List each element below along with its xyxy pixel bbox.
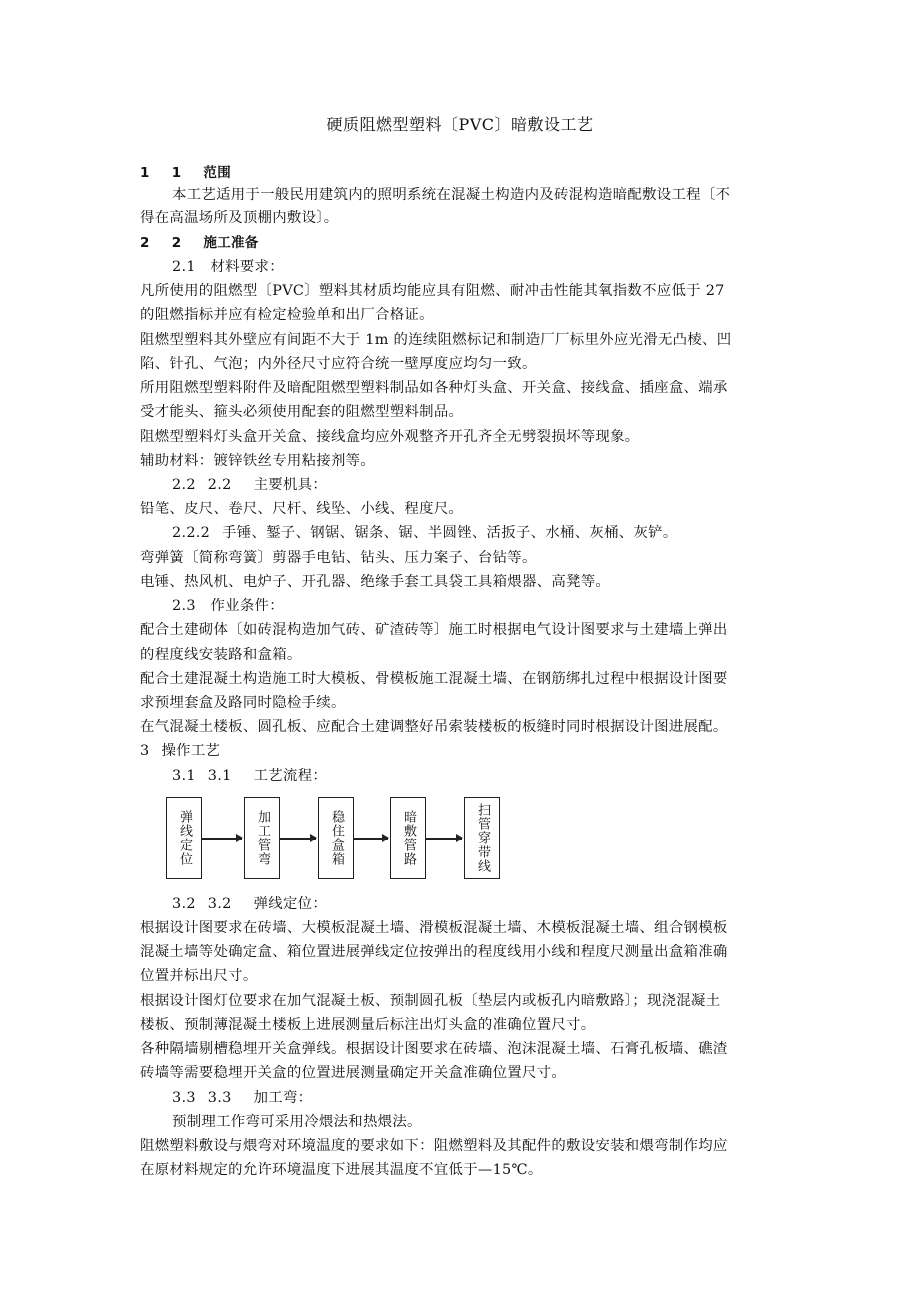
flow-step-label: 扫管穿带线 [475, 803, 490, 873]
section-number: 2.2.2 [172, 525, 211, 541]
section-label: 操作工艺 [161, 743, 221, 759]
page-title: 硬质阻燃型塑料〔PVC〕暗敷设工艺 [326, 115, 594, 134]
paragraph-line: 铅笔、皮尺、卷尺、尺杆、线坠、小线、程度尺。 [140, 501, 464, 517]
section-1-heading [140, 162, 800, 184]
paragraph-line: 阻燃型塑料其外壁应有间距不大于 1m 的连续阻燃标记和制造厂厂标里外应光滑无凸棱、凹 [140, 332, 732, 348]
flow-step-box [318, 797, 354, 879]
section-label: 加工弯： [253, 1090, 313, 1106]
paragraph-line: 得在高温场所及顶棚内敷设〕。 [140, 210, 339, 226]
section-label: 施工准备 [203, 235, 259, 251]
paragraph-line: 阻燃型塑料灯头盒开关盒、接线盒均应外观整齐开孔齐全无劈裂损坏等现象。 [140, 429, 640, 445]
flow-step-box [390, 797, 426, 879]
paragraph-line: 弯弹簧〔简称弯簧〕剪器手电钻、钻头、压力案子、台钻等。 [140, 550, 537, 566]
paragraph-line: 各种隔墙剔槽稳埋开关盒弹线。根据设计图要求在砖墙、泡沫混凝土墙、石膏孔板墙、礁渣 [140, 1041, 728, 1057]
section-number: 2 [171, 235, 182, 251]
section-number: 2.2 [207, 477, 232, 493]
flow-arrow [280, 838, 316, 840]
section-number: 1 [140, 165, 150, 181]
subsection-heading: 2.1 材料要求： [172, 259, 284, 275]
process-flow-diagram [166, 797, 506, 881]
section-number: 3.1 [172, 768, 196, 784]
paragraph-line: 的程度线安装路和盒箱。 [140, 647, 302, 663]
section-label: 范围 [203, 165, 232, 181]
paragraph-line: 在气混凝土楼板、圆孔板、应配合土建调整好吊索装楼板的板缝时同时根据设计图进展配。 [140, 719, 728, 735]
section-number: 3 [140, 743, 150, 759]
paragraph-line: 阻燃塑料敷设与煨弯对环境温度的要求如下：阻燃塑料及其配件的敷设安装和煨弯制作均应 [140, 1138, 728, 1154]
paragraph-line: 预制理工作弯可采用冷煨法和热煨法。 [172, 1114, 422, 1130]
flow-step-box [166, 797, 202, 879]
subsection-heading [172, 893, 832, 915]
paragraph-line: 陷、针孔、气泡；内外径尺寸应符合统一壁厚度应均匀一致。 [140, 356, 537, 372]
flow-arrow [426, 838, 462, 840]
paragraph-line: 位置并标出尺寸。 [140, 968, 258, 984]
flow-step-box [244, 797, 280, 879]
paragraph-line: 求预埋套盒及路同时隐检手续。 [140, 695, 346, 711]
flow-step-label: 加工管弯 [255, 810, 270, 866]
flow-step-label: 弹线定位 [177, 810, 192, 866]
paragraph-line: 凡所使用的阻燃型〔PVC〕塑料其材质均能应具有阻燃、耐冲击性能其氧指数不应低于 27 [140, 283, 725, 299]
section-number: 3.3 [172, 1090, 196, 1106]
subsection-heading [172, 1087, 832, 1109]
flow-step-label: 暗敷管路 [401, 810, 416, 866]
paragraph-line: 混凝土墙等处确定盒、箱位置进展弹线定位按弹出的程度线用小线和程度尺测量出盒箱准确 [140, 944, 728, 960]
section-2-heading [140, 232, 800, 254]
subsection-line [172, 522, 832, 544]
section-label: 主要机具： [253, 477, 328, 493]
paragraph-line: 根据设计图要求在砖墙、大模板混凝土墙、滑模板混凝土墙、木模板混凝土墙、组合钢模板 [140, 920, 728, 936]
paragraph-line: 配合土建混凝土构造施工时大模板、骨模板施工混凝土墙、在钢筋绑扎过程中根据设计图要 [140, 671, 728, 687]
paragraph-line: 本工艺适用于一般民用建筑内的照明系统在混凝土构造内及砖混构造暗配敷设工程〔不 [172, 187, 731, 203]
paragraph-line: 电锤、热风机、电炉子、开孔器、绝缘手套工具袋工具箱煨器、高凳等。 [140, 574, 611, 590]
section-3-heading [140, 740, 800, 762]
paragraph-line: 的阻燃指标并应有检定检验单和出厂合格证。 [140, 307, 434, 323]
flow-step-box [464, 797, 500, 879]
paragraph-line: 在原材料规定的允许环境温度下进展其温度不宜低于—15℃。 [140, 1162, 543, 1178]
paragraph-line: 配合土建砌体〔如砖混构造加气砖、矿渣砖等〕施工时根据电气设计图要求与土建墙上弹出 [140, 622, 728, 638]
flow-arrow [202, 838, 242, 840]
section-number: 3.2 [207, 896, 232, 912]
paragraph-line: 砖墙等需要稳埋开关盒的位置进展测量确定开关盒准确位置尺寸。 [140, 1065, 567, 1081]
subsection-heading [172, 474, 832, 496]
section-number: 1 [171, 165, 182, 181]
paragraph-line: 根据设计图灯位要求在加气混凝土板、预制圆孔板〔垫层内或板孔内暗敷路〕；现浇混凝土 [140, 993, 721, 1009]
subsection-heading [172, 765, 832, 787]
paragraph-line: 楼板、预制薄混凝土楼板上进展测量后标注出灯头盒的准确位置尺寸。 [140, 1017, 596, 1033]
flow-arrow [354, 838, 388, 840]
section-number: 2.2 [172, 477, 196, 493]
paragraph-line: 辅助材料：镀锌铁丝专用粘接剂等。 [140, 453, 376, 469]
section-number: 3.1 [207, 768, 232, 784]
flow-step-label: 稳住盒箱 [329, 810, 344, 866]
paragraph-line: 受才能头、箍头必须使用配套的阻燃型塑料制品。 [140, 404, 464, 420]
subsection-heading: 2.3 作业条件： [172, 598, 284, 614]
section-label: 弹线定位： [253, 896, 328, 912]
section-number: 3.3 [207, 1090, 232, 1106]
section-number: 3.2 [172, 896, 196, 912]
section-label: 工艺流程： [253, 768, 328, 784]
paragraph-line: 所用阻燃型塑料附件及暗配阻燃型塑料制品如各种灯头盒、开关盒、接线盒、插座盒、端承 [140, 380, 728, 396]
section-number: 2 [140, 235, 150, 251]
section-text: 手锤、錾子、钢锯、锯条、锯、半圆锉、活扳子、水桶、灰桶、灰铲。 [222, 525, 678, 541]
